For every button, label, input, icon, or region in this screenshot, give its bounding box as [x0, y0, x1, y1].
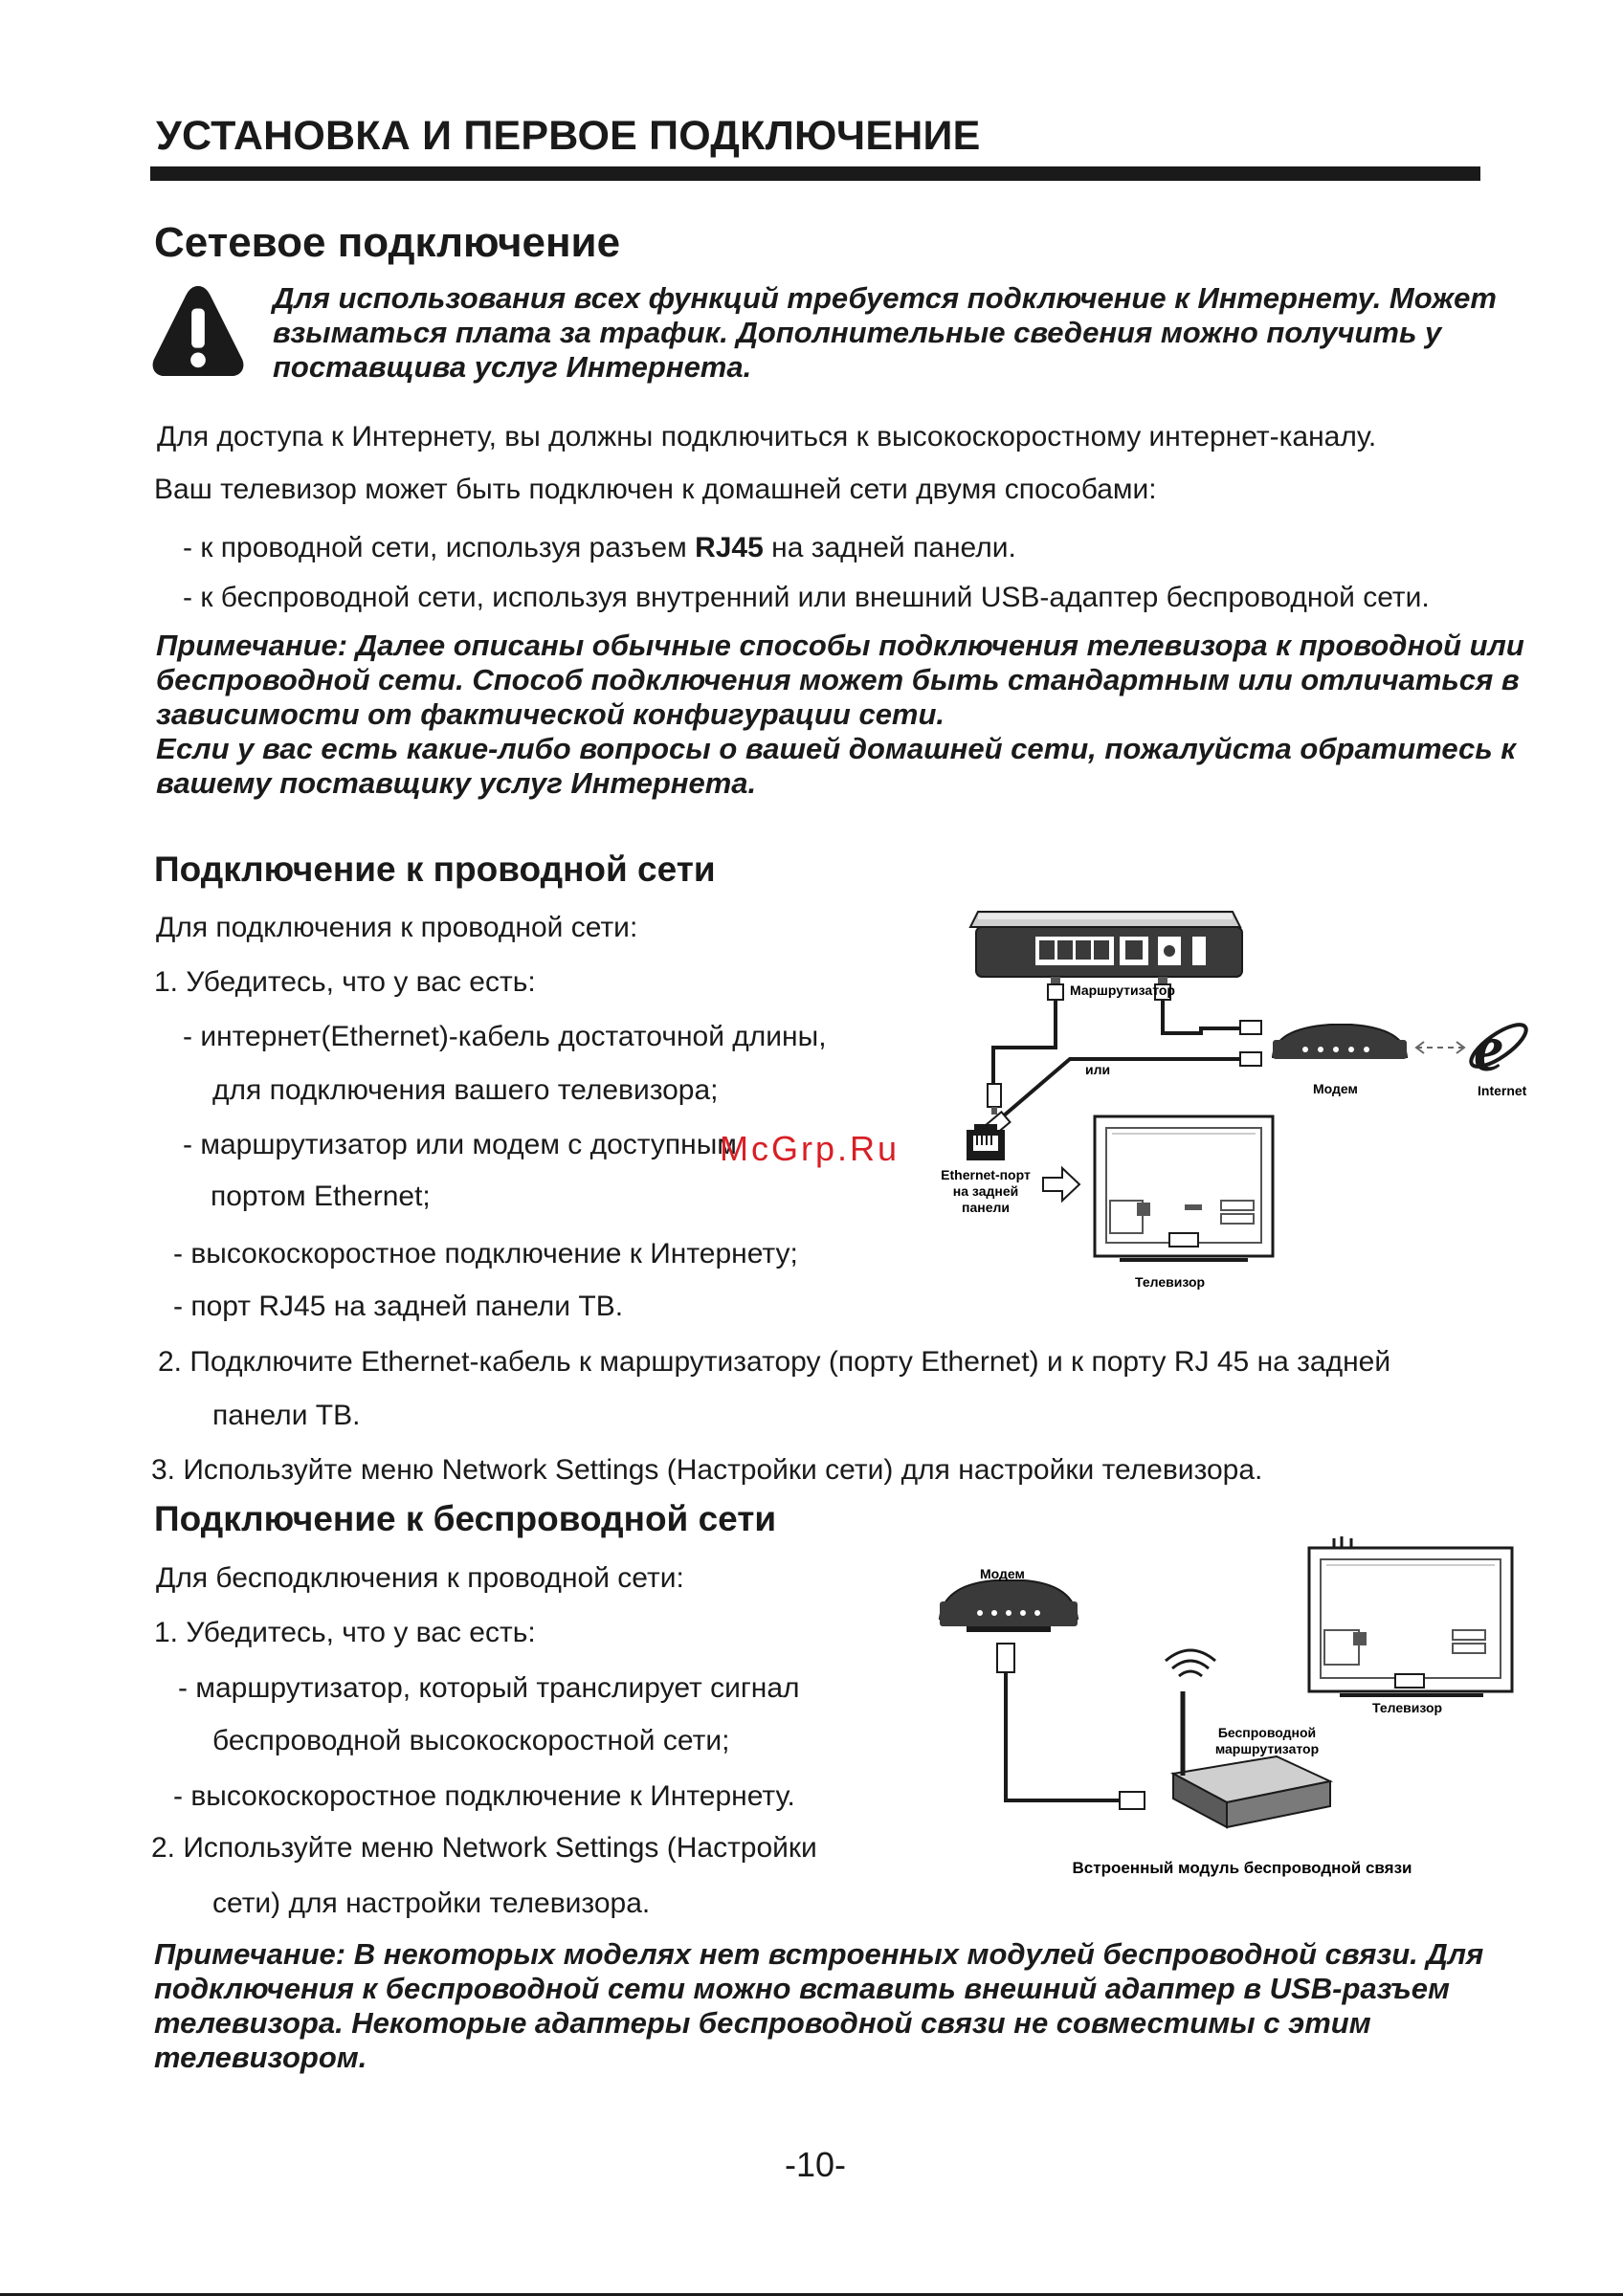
wireless-line-2: 1. Убедитесь, что у вас есть:	[154, 1617, 536, 1648]
modem-device	[1273, 1025, 1407, 1059]
note-1-text-b: Если у вас есть какие-либо вопросы о вашей домашней сети, пожалуйста обратитесь к вашему поставщику услуг Интернета.	[156, 732, 1516, 800]
label-router-2: маршрутизатор	[1214, 1741, 1320, 1756]
wired-line-3: - интернет(Ethernet)-кабель достаточной длины,	[183, 1021, 827, 1052]
wireless-line-5: - высокоскоростное подключение к Интернету.	[173, 1780, 795, 1812]
wireless-line-4: беспроводной высокоскоростной сети;	[212, 1725, 730, 1756]
watermark: McGrp.Ru	[720, 1129, 900, 1168]
wireless-section-title: Подключение к беспроводной сети	[154, 1499, 777, 1538]
wired-line-8: - порт RJ45 на задней панели ТВ.	[173, 1291, 624, 1322]
wired-line-6: портом Ethernet;	[211, 1181, 431, 1212]
wired-network-diagram	[928, 894, 1541, 1296]
warning-triangle-icon	[151, 284, 245, 378]
wired-line-9: 2. Подключите Ethernet-кабель к маршрутизатору (порту Ethernet) и к порту RJ 45 на задней	[158, 1346, 1391, 1378]
wired-line-5: - маршрутизатор или модем с доступным	[183, 1129, 737, 1160]
label-router: Маршрутизатор	[1070, 982, 1175, 998]
header-rule	[150, 166, 1480, 181]
wired-line-4: для подключения вашего телевизора;	[212, 1074, 719, 1106]
tv-back-device	[1309, 1536, 1512, 1695]
wired-line-7: - высокоскоростное подключение к Интернету;	[173, 1238, 798, 1269]
label-modem: Модем	[1313, 1081, 1358, 1096]
warning-text: Для использования всех функций требуется подключение к Интернету. Может взыматься плата за трафик. Дополнительные сведения можно получить у поставщива услуг Интернета.	[273, 281, 1497, 384]
label-eth-port-1: Ethernet-порт	[941, 1167, 1031, 1182]
label-router-1: Беспроводной	[1217, 1725, 1317, 1740]
wireless-line-1: Для бесподключения к проводной сети:	[156, 1562, 684, 1594]
label-tv: Телевизор	[1372, 1700, 1443, 1715]
label-tv: Телевизор	[1135, 1274, 1206, 1290]
wired-line-10: панели ТВ.	[212, 1400, 361, 1431]
wireless-line-3: - маршрутизатор, который транслирует сигнал	[178, 1672, 800, 1704]
note-2: Примечание: В некоторых моделях нет встроенных модулей беспроводной связи. Для подключения к беспроводной сети можно вставить внешний адаптер в USB-разъем телевизора. Некоторые адаптеры беспроводной связи не совместимы с этим телевизором.	[154, 1937, 1484, 2074]
wired-line-2: 1. Убедитесь, что у вас есть:	[154, 966, 536, 998]
wired-line-1: Для подключения к проводной сети:	[156, 912, 638, 943]
wireless-router-device	[1173, 1691, 1330, 1827]
page-number: -10-	[785, 2145, 847, 2184]
label-or: или	[1085, 1062, 1111, 1077]
wireless-line-7: сети) для настройки телевизора.	[212, 1888, 651, 1919]
intro-bullet-wireless: - к беспроводной сети, используя внутренний или внешний USB-адаптер беспроводной сети.	[183, 582, 1430, 613]
note-1-text-a: Примечание: Далее описаны обычные способы подключения телевизора к проводной или беспроводной сети. Способ подключения может быть стандартным или отличаться в зависимости от фактической конфигурации сети.	[156, 629, 1524, 731]
modem-device	[940, 1580, 1078, 1632]
svg-text:e: e	[1474, 1012, 1504, 1086]
label-modem: Модем	[980, 1566, 1025, 1581]
intro-line-2: Ваш телевизор может быть подключен к домашней сети двумя способами:	[154, 474, 1157, 505]
wired-section-title: Подключение к проводной сети	[154, 850, 716, 889]
label-internet: Internet	[1478, 1083, 1527, 1098]
page-header-title: УСТАНОВКА И ПЕРВОЕ ПОДКЛЮЧЕНИЕ	[156, 113, 981, 159]
intro-line-1: Для доступа к Интернету, вы должны подключиться к высокоскоростному интернет-каналу.	[157, 421, 1377, 453]
label-eth-port-3: панели	[962, 1200, 1010, 1215]
note-1	[156, 629, 1553, 801]
internet-explorer-icon	[1465, 1012, 1531, 1086]
wireless-line-6: 2. Используйте меню Network Settings (Настройки	[151, 1832, 817, 1864]
tv-back-device	[1095, 1116, 1273, 1260]
section-title: Сетевое подключение	[154, 219, 621, 266]
intro-bullet-wired: - к проводной сети, используя разъем RJ45 на задней панели.	[183, 532, 1016, 563]
wireless-diagram-caption: Встроенный модуль беспроводной связи	[1072, 1859, 1412, 1877]
label-eth-port-2: на задней	[952, 1183, 1019, 1199]
wired-line-11: 3. Используйте меню Network Settings (Настройки сети) для настройки телевизора.	[151, 1454, 1263, 1486]
wireless-network-diagram	[928, 1531, 1522, 1894]
wifi-signal-icon	[1166, 1650, 1215, 1676]
router-device	[970, 912, 1242, 977]
